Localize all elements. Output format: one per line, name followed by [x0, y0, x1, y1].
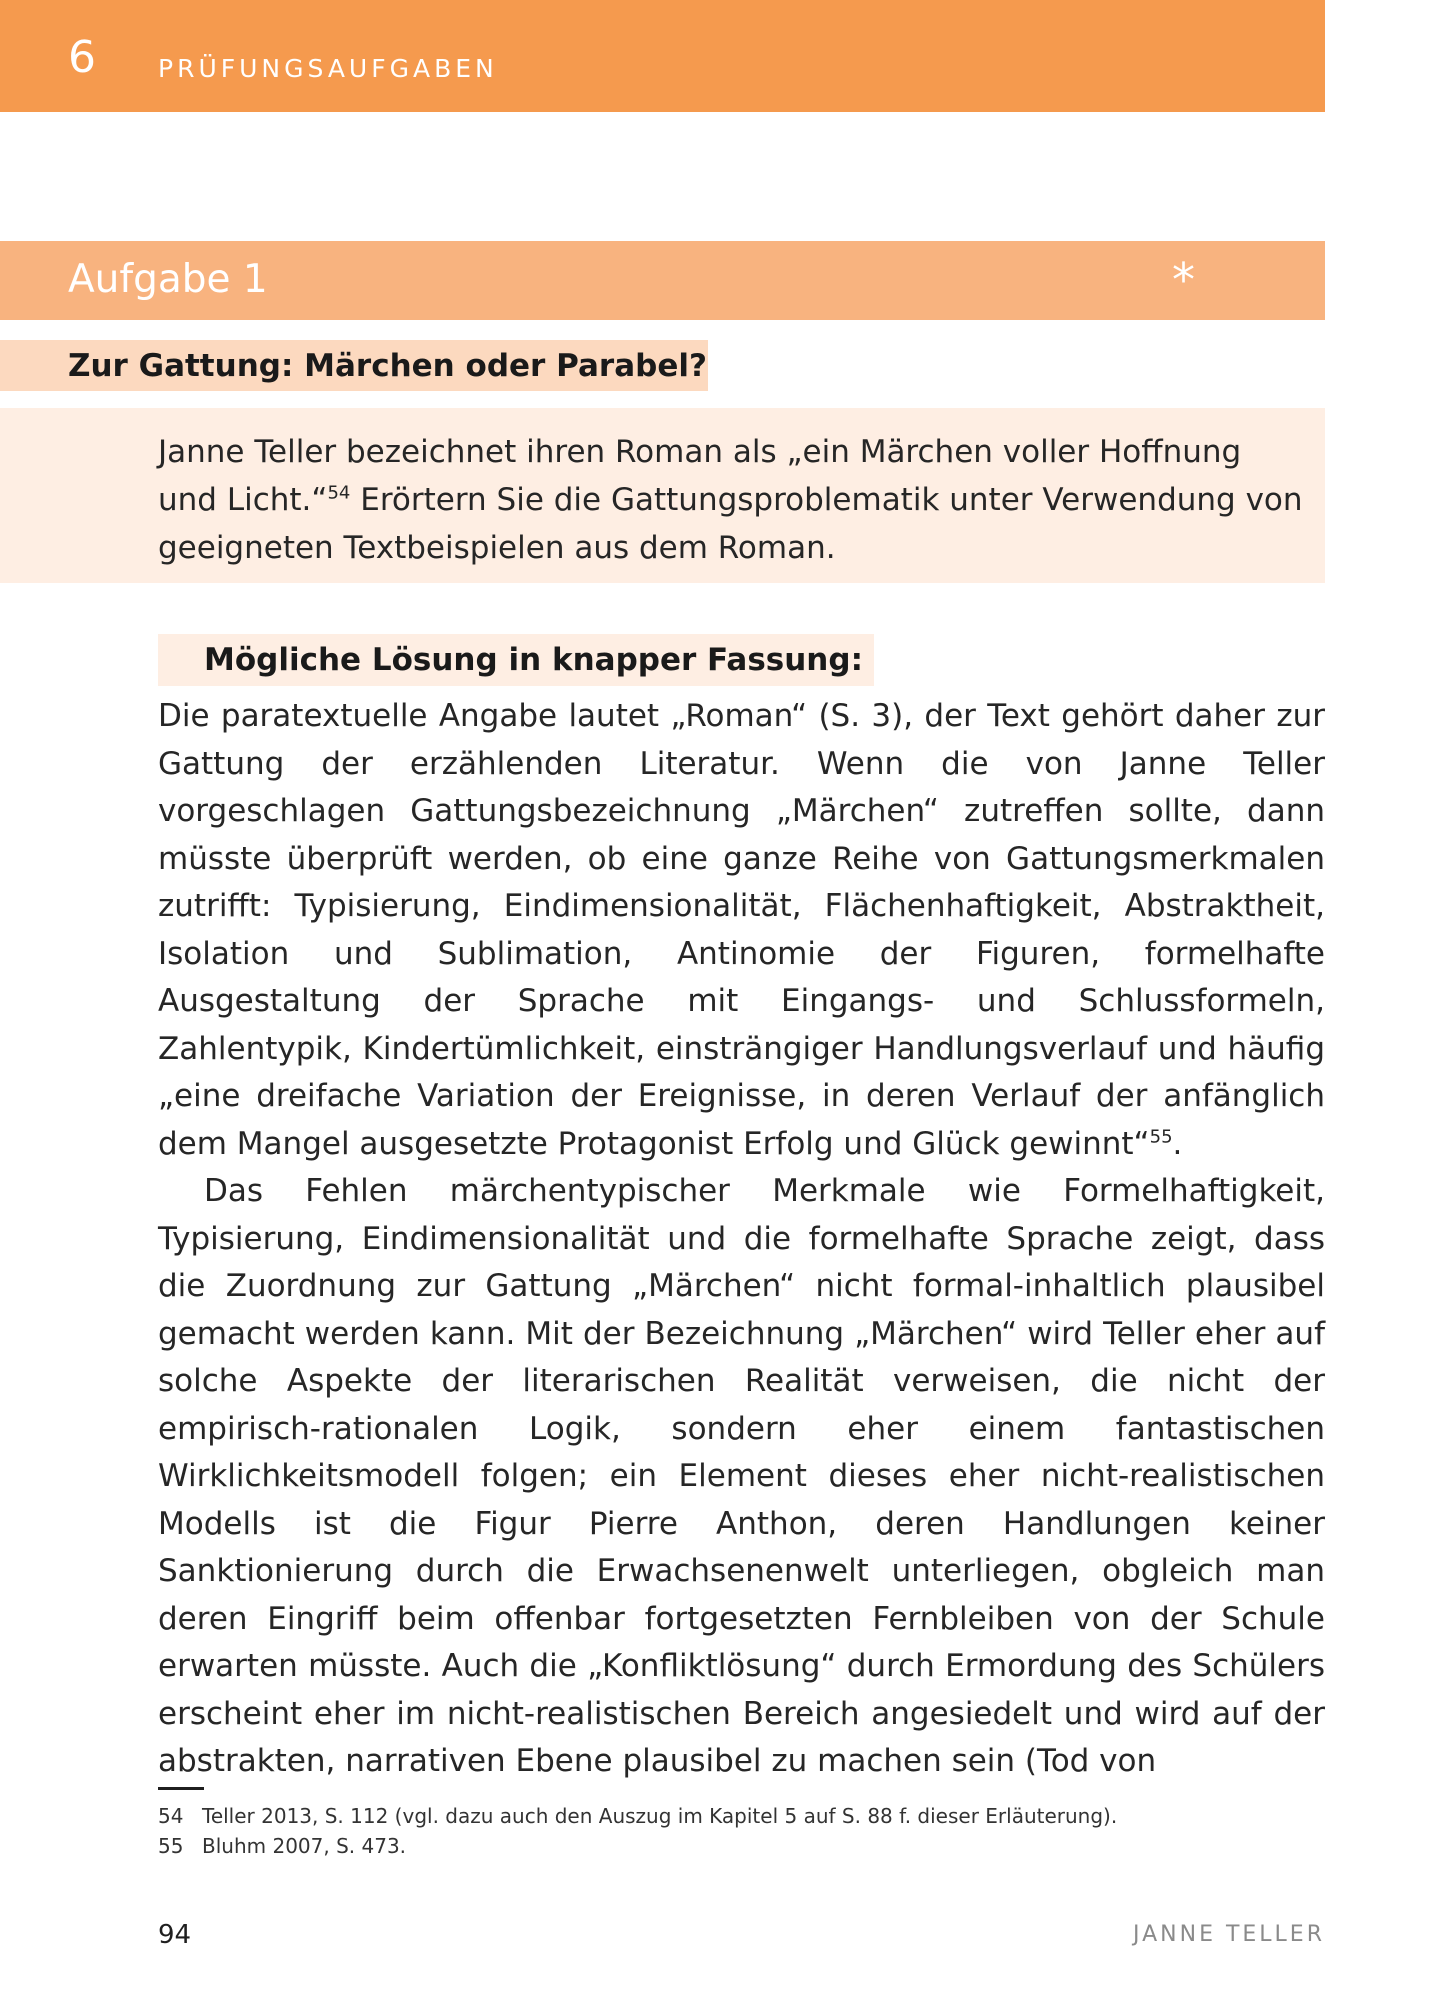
page-number: 94	[158, 1920, 192, 1950]
footnote-text: Bluhm 2007, S. 473.	[202, 1834, 407, 1858]
solution-heading: Mögliche Lösung in knapper Fassung:	[204, 642, 863, 678]
running-footer: JANNE TELLER	[1133, 1922, 1325, 1947]
task-prompt-box	[0, 408, 1325, 583]
footnotes	[158, 1801, 1318, 1861]
task-subtitle: Zur Gattung: Märchen oder Parabel?	[68, 348, 707, 384]
task-banner	[0, 241, 1325, 320]
footnote-text: Teller 2013, S. 112 (vgl. dazu auch den Auszug im Kapitel 5 auf S. 88 f. dieser Erläuterung).	[202, 1804, 1118, 1828]
footnote-54	[158, 1801, 1318, 1831]
solution-paragraph-1	[158, 693, 1325, 1168]
footnote-reference-54: 54	[327, 482, 351, 504]
solution-body	[158, 693, 1325, 1786]
task-prompt-text-before-note: Janne Teller bezeichnet ihren Roman als „ein Märchen voller Hoffnung und Licht.“	[158, 434, 1242, 518]
solution-paragraph-1-ending: .	[1172, 1125, 1183, 1162]
solution-paragraph-2: Das Fehlen märchentypischer Merkmale wie Formelhaftigkeit, Typisierung, Eindimensionalität und die formelhafte Sprache zeigt, dass die Zuordnung zur Gattung „Märchen“ nicht formal-inhaltlich plausibel gemacht werden kann. Mit der Bezeichnung „Märchen“ wird Teller eher auf solche Aspekte der literarischen Realität verweisen, die nicht der empirisch-rationalen Logik, sondern eher einem fantastischen Wirklichkeitsmodell folgen; ein Element dieses eher nicht-realistischen Modells ist die Figur Pierre Anthon, deren Handlungen keiner Sanktionierung durch die Erwachsenenwelt unterliegen, obgleich man deren Eingriff beim offenbar fortgesetzten Fernbleiben von der Schule erwarten müsste. Auch die „Konfliktlösung“ durch Ermordung des Schülers erscheint eher im nicht-realistischen Bereich angesiedelt und wird auf der abstrakten, narrativen Ebene plausibel zu machen sein (Tod von	[158, 1173, 1325, 1779]
task-title: Aufgabe 1	[68, 257, 268, 302]
chapter-title: PRÜFUNGSAUFGABEN	[158, 54, 498, 83]
footnote-number: 55	[158, 1834, 184, 1858]
difficulty-star-icon: *	[1172, 253, 1195, 307]
footnote-number: 54	[158, 1804, 184, 1828]
footnote-55	[158, 1831, 1318, 1861]
footnote-rule	[158, 1787, 204, 1790]
solution-heading-box	[158, 634, 874, 686]
chapter-number: 6	[68, 32, 96, 83]
task-prompt-text-after-note: Erörtern Sie die Gattungsproblematik unter Verwendung von geeigneten Textbeispielen aus dem Roman.	[158, 482, 1303, 566]
solution-paragraph-1-text: Die paratextuelle Angabe lautet „Roman“ (S. 3), der Text gehört daher zur Gattung der erzählenden Literatur. Wenn die von Janne Teller vorgeschlagen Gattungsbezeichnung „Märchen“ zutreffen sollte, dann müsste überprüft werden, ob eine ganze Reihe von Gattungsmerkmalen zutrifft: Typisierung, Eindimensionalität, Flächenhaftigkeit, Abstraktheit, Isolation und Sublimation, Antinomie der Figuren, formelhafte Ausgestaltung der Sprache mit Eingangs- und Schlussformeln, Zahlentypik, Kindertümlichkeit, einsträngiger Handlungsverlauf und häufig „eine dreifache Variation der Ereignisse, in deren Verlauf der anfänglich dem Mangel ausgesetzte Protagonist Erfolg und Glück gewinnt“	[158, 698, 1325, 1162]
task-prompt	[158, 428, 1308, 572]
chapter-header	[0, 0, 1325, 112]
task-subtitle-box	[0, 340, 708, 391]
footnote-reference-55: 55	[1149, 1126, 1173, 1148]
